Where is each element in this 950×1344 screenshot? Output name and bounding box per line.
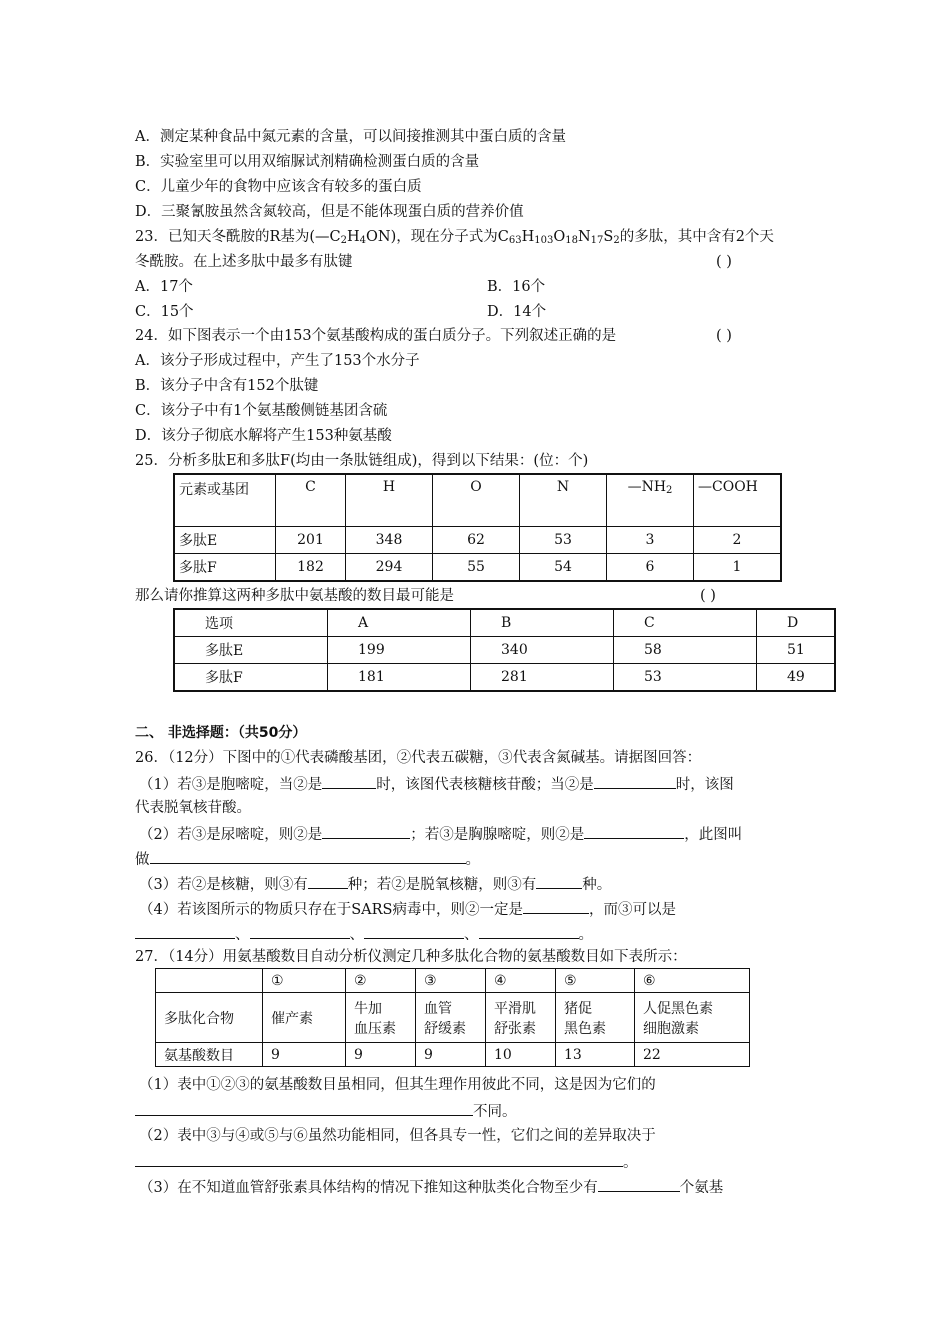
section-2-heading: 二、 非选择题：（共50分） [135,725,307,741]
q22-option-b: B．实验室里可以用双缩脲试剂精确检测蛋白质的含量 [135,154,480,170]
answer-blank[interactable] [135,1100,473,1116]
table-header-cell: O [433,474,520,526]
q25-options-table [173,608,836,692]
table-cell: 多肽化合物 [156,993,263,1043]
table-header-cell: C [276,474,346,526]
q26-line3: （3）若②是核糖，则③有 种；若②是脱氧核糖，则③有 种。 [139,873,611,895]
table-cell: 9 [263,1043,346,1067]
table-cell: 2 [694,526,782,553]
table-header-cell: C [614,609,757,637]
q27-stem: 27．（14分）用氨基酸数目自动分析仪测定几种多肽化合物的氨基酸数目如下表所示： [135,949,687,965]
q24-option-b: B．该分子中含有152个肽键 [135,378,319,394]
table-cell: 血管 舒缓素 [416,993,486,1043]
table-row [174,474,781,526]
table-cell: 51 [757,637,836,664]
table-cell: 3 [607,526,694,553]
table-cell: 294 [346,553,433,581]
q24-answer-paren: ( ) [716,328,732,344]
table-header-cell: N [520,474,607,526]
table-cell: 58 [614,637,757,664]
answer-blank[interactable] [250,923,350,939]
q22-option-c: C．儿童少年的食物中应该含有较多的蛋白质 [135,179,422,195]
table-cell: ① [263,969,346,993]
q27-line1: （1）表中①②③的氨基酸数目虽相同，但其生理作用彼此不同，这是因为它们的 [139,1077,656,1093]
answer-blank[interactable] [135,1151,623,1167]
table-header-cell: 元素或基团 [174,474,276,526]
table-row [174,526,781,553]
table-cell: ③ [416,969,486,993]
table-cell: 人促黑色素 细胞激素 [635,993,750,1043]
table-cell: 201 [276,526,346,553]
q27-line2-cont: 。 [135,1151,638,1173]
table-row [156,993,750,1043]
table-cell: 多肽F [174,553,276,581]
q22-option-d: D．三聚氰胺虽然含氮较高，但是不能体现蛋白质的营养价值 [135,204,524,220]
q27-line2: （2）表中③与④或⑤与⑥虽然功能相同，但各具专一性，它们之间的差异取决于 [139,1128,656,1144]
table-cell: 9 [346,1043,416,1067]
table-header-cell: B [471,609,614,637]
table-cell: 348 [346,526,433,553]
answer-blank[interactable] [479,923,579,939]
q22-option-a: A．测定某种食品中氮元素的含量，可以间接推测其中蛋白质的含量 [135,129,566,145]
table-header-cell: H [346,474,433,526]
q23-option-d: D．14个 [487,304,547,320]
table-cell: 182 [276,553,346,581]
table-cell: 281 [471,664,614,692]
answer-blank[interactable] [598,1176,680,1192]
q26-line2-cont: 做 。 [135,848,480,870]
table-cell: ⑥ [635,969,750,993]
table-cell: 22 [635,1043,750,1067]
q23-option-b: B．16个 [487,279,546,295]
table-row [156,969,750,993]
answer-blank[interactable] [523,898,589,914]
table-cell: ④ [486,969,556,993]
q23-answer-paren: ( ) [716,254,732,270]
table-row [174,637,835,664]
table-row [156,1043,750,1067]
table-cell: 氨基酸数目 [156,1043,263,1067]
table-cell: 牛加 血压素 [346,993,416,1043]
table-cell: 多肽E [174,526,276,553]
answer-blank[interactable] [135,923,235,939]
table-header-cell: 选项 [174,609,328,637]
q26-line1-cont: 代表脱氧核苷酸。 [135,800,251,816]
table-cell: 平滑肌 舒张素 [486,993,556,1043]
table-cell: 340 [471,637,614,664]
q24-option-c: C．该分子中有1个氨基酸侧链基团含硫 [135,403,388,419]
table-header-cell: A [328,609,471,637]
answer-blank[interactable] [308,873,348,889]
table-cell: 199 [328,637,471,664]
table-cell: 62 [433,526,520,553]
q24-option-a: A．该分子形成过程中，产生了153个水分子 [135,353,420,369]
table-header-cell: D [757,609,836,637]
q25-question: 那么请你推算这两种多肽中氨基酸的数目最可能是 [135,588,454,604]
answer-blank[interactable] [536,873,582,889]
table-cell: 55 [433,553,520,581]
q27-line1-cont: 不同。 [135,1100,517,1122]
table-cell: 6 [607,553,694,581]
table-cell: 13 [556,1043,635,1067]
table-row [174,553,781,581]
q27-line3: （3）在不知道血管舒张素具体结构的情况下推知这种肽类化合物至少有 个氨基 [139,1176,723,1198]
q26-line1: （1）若③是胞嘧啶，当②是 时，该图代表核糖核苷酸；当②是 时，该图 [139,773,734,795]
table-cell [156,969,263,993]
q23-option-a: A．17个 [135,279,193,295]
table-cell: ② [346,969,416,993]
table-row [174,664,835,692]
answer-blank[interactable] [322,823,410,839]
q23-stem-line1: 23．已知天冬酰胺的R基为$(—C_2H_4ON)$，现在分子式为$C_{63}H_{103}O_{18}N_{17}S_2$的多肽，其中含有2个天 [135,229,774,246]
table-cell: 9 [416,1043,486,1067]
table-cell: ⑤ [556,969,635,993]
table-cell: 多肽F [174,664,328,692]
table-cell: 猪促 黑色素 [556,993,635,1043]
table-cell: 10 [486,1043,556,1067]
table-cell: 54 [520,553,607,581]
table-cell: 49 [757,664,836,692]
table-cell: 催产素 [263,993,346,1043]
q23-option-c: C．15个 [135,304,194,320]
q24-option-d: D．该分子彻底水解将产生153种氨基酸 [135,428,392,444]
q25-answer-paren: ( ) [700,588,716,604]
table-row [174,609,835,637]
answer-blank[interactable] [322,773,376,789]
q27-table [155,968,750,1067]
q26-line5: 、 、 、 。 [135,923,593,945]
table-cell: 1 [694,553,782,581]
q25-stem: 25．分析多肽E和多肽F(均由一条肽链组成)，得到以下结果：(位：个) [135,453,589,469]
table-cell: 53 [520,526,607,553]
q26-line4: （4）若该图所示的物质只存在于SARS病毒中，则②一定是 ，而③可以是 [139,898,676,920]
table-header-cell: $—NH_2$ [607,474,694,526]
q26-line2: （2）若③是尿嘧啶，则②是 ；若③是胸腺嘧啶，则②是 ，此图叫 [139,823,742,845]
q23-stem-line2: 冬酰胺。在上述多肽中最多有肽键 [135,254,353,270]
q26-stem: 26．（12分）下图中的①代表磷酸基团，②代表五碳糖，③代表含氮碱基。请据图回答： [135,750,702,766]
table-cell: 181 [328,664,471,692]
table-cell: 多肽E [174,637,328,664]
answer-blank[interactable] [364,923,464,939]
answer-blank[interactable] [594,773,676,789]
answer-blank[interactable] [584,823,684,839]
table-header-cell: —COOH [694,474,782,526]
table-cell: 53 [614,664,757,692]
q24-stem: 24．如下图表示一个由153个氨基酸构成的蛋白质分子。下列叙述正确的是 [135,328,617,344]
answer-blank[interactable] [150,848,466,864]
q25-result-table [173,473,782,582]
